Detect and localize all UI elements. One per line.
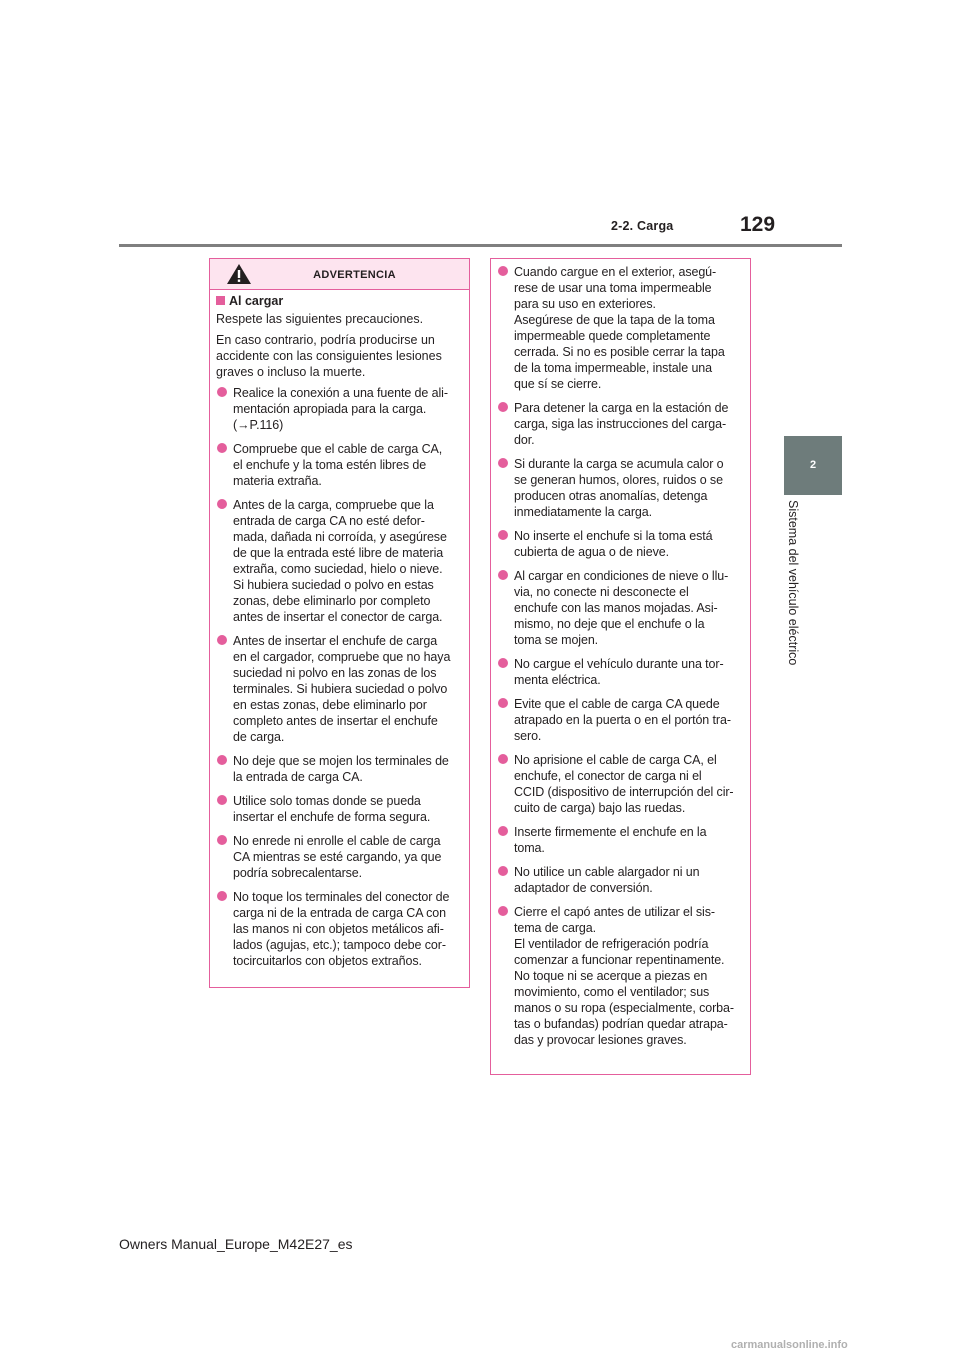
bullet-dot-icon <box>498 698 508 708</box>
warning-list-right <box>497 264 744 1048</box>
chapter-title-wrap <box>784 500 804 690</box>
bullet-dot-icon <box>217 443 227 453</box>
list-item <box>216 441 463 489</box>
list-item <box>497 864 744 896</box>
bullet-dot-icon <box>498 458 508 468</box>
list-item <box>216 833 463 881</box>
warning-title: ADVERTENCIA <box>313 269 396 281</box>
warning-box-left <box>209 258 470 988</box>
list-item-text: Antes de la carga, compruebe que la entrada de carga CA no esté defor- mada, dañada ni corroída, y asegúrese de que la entrada esté libre de materia extraña, como suciedad, hielo o nieve. Si hubiera suciedad o polvo en estas zonas, debe eliminarlo por completo antes de insertar el conector de carga. <box>233 498 447 624</box>
chapter-tab[interactable]: 2 <box>784 436 842 495</box>
list-item-text: Cuando cargue en el exterior, asegú- rese de usar una toma impermeable para su uso en exteriores. Asegúrese de que la tapa de la toma impermeable quede completamente cerrada. Si no es posible cerrar la tapa de la toma impermeable, instale una que sí se cierre. <box>514 265 725 391</box>
bullet-dot-icon <box>498 530 508 540</box>
bullet-dot-icon <box>498 826 508 836</box>
list-item-text: Inserte firmemente el enchufe en la toma. <box>514 825 707 855</box>
list-item <box>497 528 744 560</box>
list-item-text: Utilice solo tomas donde se pueda insertar el enchufe de forma segura. <box>233 794 431 824</box>
list-item-text: No deje que se mojen los terminales de la entrada de carga CA. <box>233 754 449 784</box>
list-item-text: Realice la conexión a una fuente de ali- mentación apropiada para la carga. (→P.116) <box>233 386 448 432</box>
list-item-text: No utilice un cable alargador ni un adaptador de conversión. <box>514 865 700 895</box>
bullet-dot-icon <box>498 754 508 764</box>
warning-list-left <box>216 385 463 969</box>
warning-paragraph: En caso contrario, podría producirse un accidente con las consiguientes lesiones graves o incluso la muerte. <box>216 333 442 379</box>
list-item <box>497 264 744 392</box>
bullet-dot-icon <box>498 906 508 916</box>
watermark: carmanualsonline.info <box>731 1339 848 1351</box>
list-item <box>497 656 744 688</box>
list-item-text: Para detener la carga en la estación de carga, siga las instrucciones del carga- dor. <box>514 401 729 447</box>
bullet-dot-icon <box>498 658 508 668</box>
list-item <box>216 633 463 745</box>
bullet-dot-icon <box>498 570 508 580</box>
list-item-text: No toque los terminales del conector de carga ni de la entrada de carga CA con las manos ni con objetos metálicos afi- lados (agujas, etc.); tampoco debe cor- tocircuitarlos con objetos extraños. <box>233 890 450 968</box>
warning-body-left <box>210 290 469 969</box>
list-item <box>216 889 463 969</box>
list-item <box>497 568 744 648</box>
list-item <box>216 793 463 825</box>
list-item-text: No cargue el vehículo durante una tor- menta eléctrica. <box>514 657 724 687</box>
bullet-dot-icon <box>217 755 227 765</box>
list-item <box>497 824 744 856</box>
bullet-dot-icon <box>217 835 227 845</box>
list-item-text: No aprisione el cable de carga CA, el enchufe, el conector de carga ni el CCID (dispositivo de interrupción del cir- cuito de carga) bajo las ruedas. <box>514 753 734 815</box>
list-item <box>497 696 744 744</box>
bullet-dot-icon <box>217 499 227 509</box>
list-item <box>216 497 463 625</box>
bullet-dot-icon <box>498 866 508 876</box>
header-divider <box>119 244 842 247</box>
list-item-text: Antes de insertar el enchufe de carga en el cargador, compruebe que no haya suciedad ni polvo en las zonas de los terminales. Si hubiera suciedad o polvo en estas zonas, debe eliminarlo por completo antes de insertar el enchufe de carga. <box>233 634 451 744</box>
warning-heading: Al cargar <box>216 293 463 309</box>
list-item <box>497 904 744 1048</box>
bullet-dot-icon <box>217 891 227 901</box>
warning-box-right <box>490 258 751 1075</box>
list-item-text: Compruebe que el cable de carga CA, el enchufe y la toma estén libres de materia extraña. <box>233 442 443 488</box>
bullet-dot-icon <box>498 402 508 412</box>
bullet-dot-icon <box>217 635 227 645</box>
footer-manual-id: Owners Manual_Europe_M42E27_es <box>119 1236 353 1252</box>
bullet-dot-icon <box>217 387 227 397</box>
list-item-text: No enrede ni enrolle el cable de carga CA mientras se esté cargando, ya que podría sobrecalentarse. <box>233 834 442 880</box>
warning-body-right <box>491 259 750 1048</box>
bullet-dot-icon <box>217 795 227 805</box>
list-item-text: Si durante la carga se acumula calor o se generan humos, olores, ruidos o se producen otras anomalías, detenga inmediatamente la carga. <box>514 457 724 519</box>
chapter-title: Sistema del vehículo eléctrico <box>786 500 800 666</box>
bullet-dot-icon <box>498 266 508 276</box>
list-item <box>216 385 463 433</box>
warning-header <box>210 259 469 290</box>
section-title: 2-2. Carga <box>611 219 674 233</box>
page-number: 129 <box>740 213 776 236</box>
warning-paragraph: Respete las siguientes precauciones. <box>216 312 424 326</box>
list-item <box>497 456 744 520</box>
list-item <box>497 752 744 816</box>
list-item <box>497 400 744 448</box>
list-item-text: Al cargar en condiciones de nieve o llu- via, no conecte ni desconecte el enchufe con las manos mojadas. Asi- mismo, no deje que el enchufe o la toma se mojen. <box>514 569 729 647</box>
list-item <box>216 753 463 785</box>
list-item-text: Evite que el cable de carga CA quede atrapado en la puerta o en el portón tra- sero. <box>514 697 731 743</box>
list-item-text: No inserte el enchufe si la toma está cubierta de agua o de nieve. <box>514 529 713 559</box>
list-item-text: Cierre el capó antes de utilizar el sis- tema de carga. El ventilador de refrigeración podría comenzar a funcionar repentinamente. No toque ni se acerque a piezas en movimiento, como el ventilador; sus manos o su ropa (especialmente, corba- tas o bufandas) podrían quedar atrapa- das y provocar lesiones graves. <box>514 905 734 1047</box>
